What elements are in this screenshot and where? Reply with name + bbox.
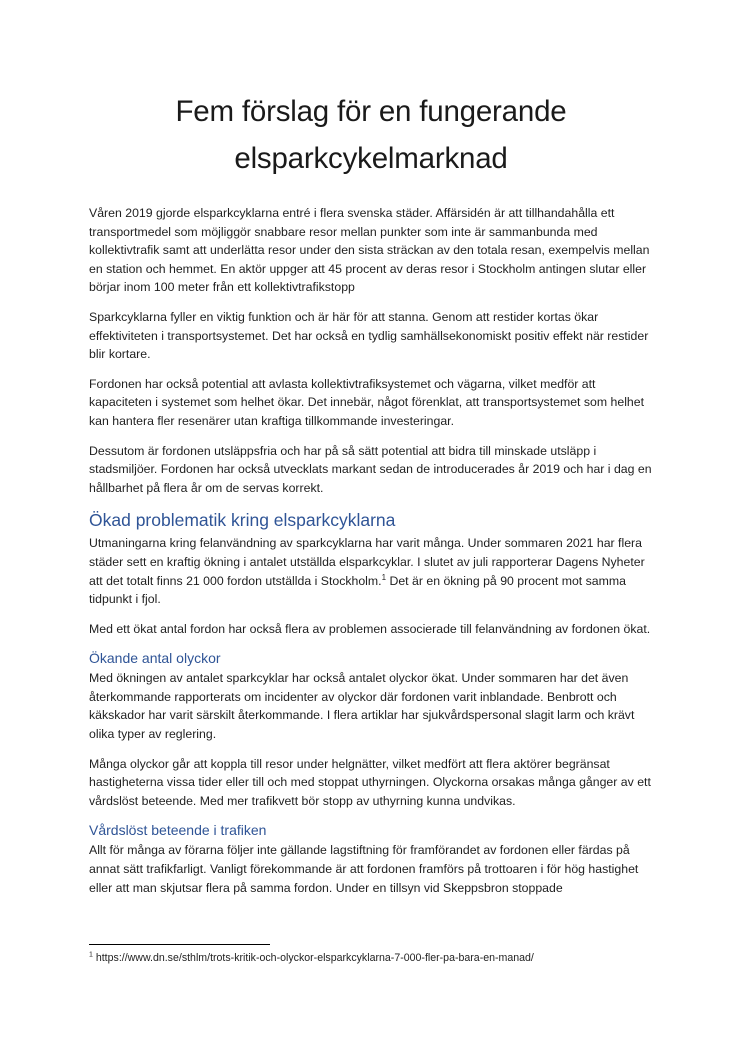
- footnote-number: 1: [89, 951, 93, 959]
- document-body: [89, 88, 653, 908]
- title-line-2: elsparkcykelmarknad: [234, 142, 508, 175]
- intro-paragraph-4: Dessutom är fordonen utsläppsfria och har på så sätt potential att bidra till minskade utsläpp i stadsmiljöer. Fordonen har också utvecklats markant sedan de introducerades år 2019 och har i dag en hållbarhet på flera år om de servas korrekt.: [89, 443, 652, 495]
- footnote-separator: [89, 944, 270, 945]
- section1-paragraph-2: Med ett ökat antal fordon har också flera av problemen associerade till felanvändning av fordonen ökat.: [89, 621, 651, 636]
- footnote-reference[interactable]: 1: [381, 572, 387, 582]
- document-title: [89, 88, 653, 182]
- section1-paragraph-1-text-end: Det är en ökning på 90 procent mot samma tidpunkt i fjol.: [89, 573, 626, 607]
- intro-paragraph-3: Fordonen har också potential att avlasta kollektivtrafiksystemet och vägarna, vilket medför att kapaciteten i systemet som helhet ökar. Det innebär, något förenklat, att transportsystemet som helhet kan hantera fler resenärer utan kraftiga tillkommande investeringar.: [89, 376, 645, 428]
- subheading-beteende: Vårdslöst beteende i trafiken: [89, 822, 267, 839]
- section-heading-problematik: Ökad problematik kring elsparkcyklarna: [89, 510, 396, 531]
- intro-paragraph-2: Sparkcyklarna fyller en viktig funktion och är här för att stanna. Genom att restider kortas ökar effektiviteten i transportsystemet. Det har också en tydlig samhällsekonomiskt positiv effekt när restider blir kortare.: [89, 309, 649, 362]
- title-line-1: Fem förslag för en fungerande: [175, 95, 567, 128]
- section3-paragraph-1: Allt för många av förarna följer inte gällande lagstiftning för framförandet av fordonen eller färdas på annat sätt trafikfarligt. Vanligt förekommande är att fordonen framförs på trottoaren i för hög hastighet eller att man skjutsar flera på samma fordon. Under en tillsyn vid Skeppsbron stoppade: [89, 843, 639, 895]
- footnote-link[interactable]: https://www.dn.se/sthlm/trots-kritik-och-olyckor-elsparkcyklarna-7-000-fler-pa-bara-en-manad/: [92, 952, 534, 964]
- intro-paragraph-1: Våren 2019 gjorde elsparkcyklarna entré i flera svenska städer. Affärsidén är att tillhandahålla ett transportmedel som möjliggör snabbare resor mellan punkter som inte är sammanbunda med kollektivtrafik samt att underlätta resor under den sista sträckan av den totala resan, exempelvis mellan en station och hemmet. En aktör uppger att 45 procent av deras resor i Stockholm antingen slutar eller börjar inom 100 meter från ett kollektivtrafikstopp: [89, 206, 650, 295]
- section2-paragraph-2: Många olyckor går att koppla till resor under helgnätter, vilket medfört att flera aktörer begränsat hastigheterna vissa tider eller till och med stoppat uthyrningen. Olyckorna orsakas många gånger av ett vårdslöst beteende. Med mer trafikvett bör stopp av uthyrning kunna undvikas.: [89, 756, 651, 808]
- subheading-olyckor: Ökande antal olyckor: [89, 650, 221, 667]
- section2-paragraph-1: Med ökningen av antalet sparkcyklar har också antalet olyckor ökat. Under sommaren har det även återkommande rapporterats om incidenter av olyckor där fordonen varit inblandade. Benbrott och käkskador har varit särskilt återkommande. I flera artiklar har sjukvårdspersonal slagit larm och krävt olika typer av reglering.: [89, 671, 635, 742]
- section1-paragraph-1: [89, 534, 653, 608]
- footnote: [89, 951, 669, 965]
- section1-paragraph-1-text: Utmaningarna kring felanvändning av sparkcyklarna har varit många. Under sommaren 2021 har flera städer sett en kraftig ökning i antalet utställda elsparkcyklar. I slutet av juli rapporterar Dagens Nyheter att det totalt finns 21 000 fordon utställda i Stockholm.: [89, 536, 645, 588]
